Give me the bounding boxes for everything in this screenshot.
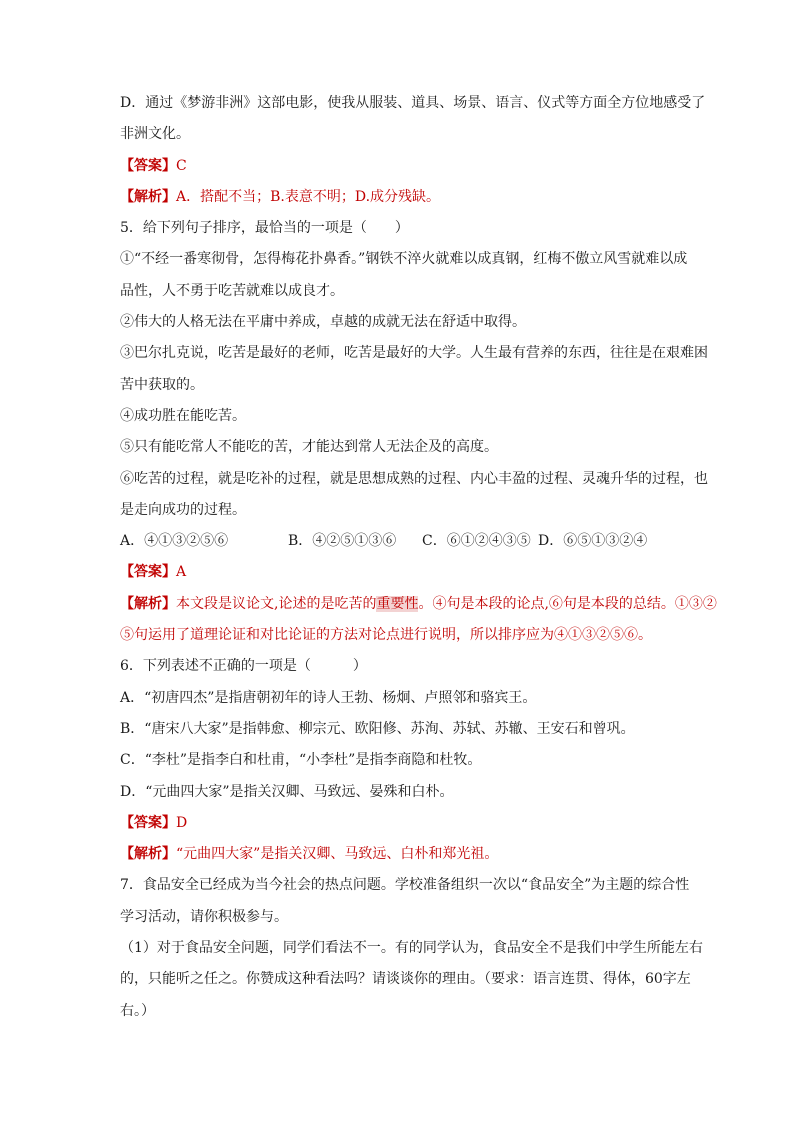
question-7-part-1-line-1: （1）对于食品安全问题，同学们看法不一。有的同学认为，食品安全不是我们中学生所能左右: [120, 940, 703, 957]
option-a: A．④①③②⑤⑥: [120, 533, 229, 550]
question-7-line-2: 学习活动，请你积极参与。: [120, 908, 288, 925]
question-5-stem: 5．给下列句子排序，最恰当的一项是（ ）: [120, 220, 409, 237]
answer-tag: 【答案】: [120, 157, 176, 174]
question-6-option-b: B．“唐宋八大家”是指韩愈、柳宗元、欧阳修、苏洵、苏轼、苏辙、王安石和曾巩。: [120, 720, 635, 737]
analysis-tag: 【解析】: [120, 188, 176, 205]
analysis-tag: 【解析】: [120, 595, 176, 612]
sentence-1-line-2: 品性，人不勇于吃苦就难以成良才。: [120, 282, 344, 299]
option-d-line-1: D．通过《梦游非洲》这部电影，使我从服装、道具、场景、语言、仪式等方面全方位地感受了: [120, 95, 706, 111]
analysis-5-line-1: [120, 589, 717, 620]
sentence-3-line-1: ③巴尔扎克说，吃苦是最好的老师，吃苦是最好的大学。人生最有营养的东西，往往是在艰难困: [120, 345, 708, 362]
analysis-4: [120, 182, 710, 213]
sentence-4: ④成功胜在能吃苦。: [120, 407, 246, 424]
sentence-2: ②伟大的人格无法在平庸中养成，卓越的成就无法在舒适中取得。: [120, 314, 526, 331]
question-7-part-1-line-2: 的，只能听之任之。你赞成这种看法吗？请谈谈你的理由。（要求：语言连贯、得体，60字左: [120, 971, 691, 988]
sentence-1-line-1: ①“不经一番寒彻骨，怎得梅花扑鼻香。”钢铁不淬火就难以成真钢，红梅不傲立风雪就难以成: [120, 251, 688, 268]
question-5-options: [120, 526, 710, 557]
answer-tag: 【答案】: [120, 564, 176, 581]
document-page: [120, 88, 717, 1027]
analysis-tag: 【解析】: [120, 846, 176, 863]
analysis-text: “元曲四大家”是指关汉卿、马致远、白朴和郑光祖。: [176, 846, 499, 863]
option-c: C．⑥①②④③⑤: [422, 533, 531, 550]
question-6-option-a: A．“初唐四杰”是指唐朝初年的诗人王勃、杨炯、卢照邻和骆宾王。: [120, 689, 537, 706]
question-7-part-1-line-3: 右。）: [120, 1002, 155, 1019]
answer-value: D: [176, 814, 188, 831]
sentence-5: ⑤只有能吃常人不能吃的苦，才能达到常人无法企及的高度。: [120, 439, 498, 456]
option-d: D．⑥⑤①③②④: [538, 533, 648, 550]
question-7-line-1: 7．食品安全已经成为当今社会的热点问题。学校准备组织一次以“食品安全”为主题的综合性: [120, 877, 690, 894]
analysis-6: [120, 839, 710, 870]
analysis-highlight: 重要性: [376, 595, 419, 612]
sentence-3-line-2: 苦中获取的。: [120, 376, 204, 393]
option-b: B．④②⑤①③⑥: [288, 533, 397, 550]
analysis-text: 本文段是议论文,论述的是吃苦的: [176, 595, 377, 612]
sentence-6-line-2: 是走向成功的过程。: [120, 501, 246, 518]
analysis-5-line-2: ⑤句运用了道理论证和对比论证的方法对论点进行说明，所以排序应为④①③②⑤⑥。: [120, 627, 652, 644]
analysis-text-cont: 。④句是本段的论点,⑥句是本段的总结。①③②: [418, 595, 717, 612]
answer-value: C: [176, 157, 187, 174]
answer-4: [120, 151, 710, 182]
answer-6: [120, 808, 710, 839]
answer-tag: 【答案】: [120, 814, 176, 831]
question-6-option-c: C．“李杜”是指李白和杜甫，“小李杜”是指李商隐和杜牧。: [120, 752, 482, 769]
question-6-option-d: D．“元曲四大家”是指关汉卿、马致远、晏殊和白朴。: [120, 783, 454, 800]
sentence-6-line-1: ⑥吃苦的过程，就是吃补的过程，就是思想成熟的过程、内心丰盈的过程、灵魂升华的过程，也: [120, 470, 708, 487]
question-6-stem: 6．下列表述不正确的一项是（ ）: [120, 658, 367, 675]
analysis-text: A．搭配不当；B.表意不明；D.成分残缺。: [176, 188, 441, 205]
answer-value: A: [176, 564, 187, 581]
option-d-line-2: 非洲文化。: [120, 126, 190, 143]
answer-5: [120, 557, 710, 588]
